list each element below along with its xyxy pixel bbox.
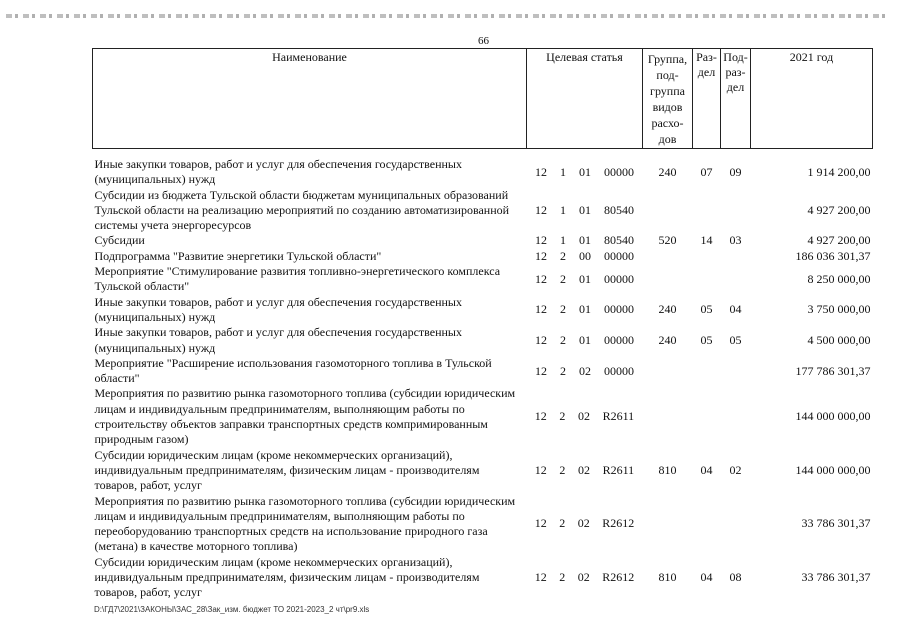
row-section: 05 bbox=[700, 302, 713, 317]
target-article-part: 12 bbox=[535, 202, 547, 217]
table-row bbox=[93, 555, 873, 601]
target-article-part: 12 bbox=[535, 332, 547, 347]
row-amount: 177 786 301,37 bbox=[795, 363, 871, 378]
row-amount: 33 786 301,37 bbox=[801, 570, 871, 585]
row-target-article bbox=[527, 249, 643, 264]
row-name: Субсидии bbox=[94, 233, 145, 248]
row-name: Мероприятия по развитию рынка газомоторного топлива (субсидии юридическим лицам и индивидуальным предпринимателям, выполняющим работы по строительству объектов заправки транспортных средств компримированным природным газом) bbox=[94, 386, 516, 447]
row-expense-group: 810 bbox=[658, 462, 677, 477]
target-article-part: 80540 bbox=[604, 202, 634, 217]
row-section: 04 bbox=[700, 570, 713, 585]
table-row bbox=[93, 386, 873, 447]
row-expense-group: 810 bbox=[658, 570, 677, 585]
row-name: Субсидии юридическим лицам (кроме некоммерческих организаций), индивидуальным предпринимателям, физическим лицам - производителям товаров, работ, услуг bbox=[94, 447, 480, 493]
target-article-part: 01 bbox=[579, 164, 591, 179]
table-header-row bbox=[93, 49, 873, 149]
table-row bbox=[93, 188, 873, 234]
table-row bbox=[93, 157, 873, 188]
row-expense-group bbox=[643, 386, 693, 447]
target-article-part: 12 bbox=[535, 302, 547, 317]
target-article-part: 2 bbox=[560, 248, 566, 263]
row-target-article bbox=[527, 157, 643, 188]
row-subsection: 09 bbox=[729, 164, 742, 179]
row-section bbox=[693, 356, 721, 387]
row-name: Субсидии из бюджета Тульской области бюджетам муниципальных образований Тульской области на реализацию мероприятий по созданию автоматизированной системы учета энергоресурсов bbox=[94, 187, 510, 233]
target-article-part: 00000 bbox=[604, 271, 634, 286]
target-article-part: 12 bbox=[534, 570, 547, 585]
row-expense-group bbox=[643, 356, 693, 387]
target-article-part: 1 bbox=[560, 233, 566, 248]
row-subsection: 02 bbox=[729, 462, 742, 477]
target-article-part: 01 bbox=[579, 202, 591, 217]
row-target-article bbox=[527, 555, 643, 601]
header-group-line: под- bbox=[656, 68, 679, 82]
row-name: Мероприятие "Стимулирование развития топливно-энергетического комплекса Тульской области" bbox=[94, 264, 501, 294]
target-article-part: 12 bbox=[535, 164, 547, 179]
row-target-article bbox=[527, 448, 643, 494]
header-subsection bbox=[721, 49, 751, 149]
row-name: Иные закупки товаров, работ и услуг для обеспечения государственных (муниципальных) нужд bbox=[94, 325, 462, 355]
row-name: Мероприятие "Расширение использования газомоторного топлива в Тульской области" bbox=[94, 355, 492, 386]
row-target-article bbox=[527, 264, 643, 295]
row-amount: 1 914 200,00 bbox=[807, 164, 871, 179]
header-target-article: Целевая статья bbox=[527, 49, 643, 149]
target-article-part: 12 bbox=[535, 248, 547, 263]
row-target-article bbox=[527, 188, 643, 234]
row-target-article bbox=[527, 386, 643, 447]
target-article-part: 02 bbox=[579, 363, 591, 378]
target-article-part: 12 bbox=[534, 516, 547, 531]
budget-table bbox=[92, 48, 873, 601]
header-section-line: дел bbox=[697, 65, 716, 79]
target-article-part: R2612 bbox=[602, 570, 635, 585]
target-article-part: 80540 bbox=[604, 233, 634, 248]
row-subsection: 05 bbox=[729, 332, 742, 347]
row-expense-group bbox=[643, 264, 693, 295]
row-target-article bbox=[527, 233, 643, 248]
row-section: 04 bbox=[700, 462, 713, 477]
row-expense-group: 520 bbox=[658, 233, 677, 248]
row-amount: 144 000 000,00 bbox=[795, 409, 871, 424]
target-article-part: 02 bbox=[577, 570, 590, 585]
target-article-part: 02 bbox=[578, 409, 591, 424]
row-amount: 186 036 301,37 bbox=[795, 248, 871, 263]
header-subsection-line: Под- bbox=[723, 50, 748, 64]
row-amount: 8 250 000,00 bbox=[807, 271, 871, 286]
row-section bbox=[693, 386, 721, 447]
target-article-part: 12 bbox=[535, 233, 547, 248]
table-row bbox=[93, 233, 873, 248]
row-target-article bbox=[527, 325, 643, 356]
row-subsection bbox=[721, 188, 751, 234]
target-article-part: 2 bbox=[560, 302, 566, 317]
target-article-part: 00 bbox=[579, 248, 591, 263]
header-section-line: Раз- bbox=[696, 50, 717, 64]
row-subsection: 04 bbox=[729, 302, 742, 317]
target-article-part: 12 bbox=[534, 462, 547, 477]
row-expense-group: 240 bbox=[658, 164, 677, 179]
row-amount: 144 000 000,00 bbox=[795, 462, 871, 477]
target-article-part: 2 bbox=[559, 462, 566, 477]
target-article-part: R2611 bbox=[602, 409, 635, 424]
target-article-part: 02 bbox=[578, 462, 591, 477]
row-amount: 4 927 200,00 bbox=[807, 233, 871, 248]
table-body bbox=[93, 149, 873, 601]
target-article-part: 00000 bbox=[604, 332, 634, 347]
row-amount: 33 786 301,37 bbox=[801, 516, 871, 531]
table-row bbox=[93, 249, 873, 264]
row-amount: 4 927 200,00 bbox=[807, 202, 871, 217]
page-number: 66 bbox=[478, 35, 489, 47]
header-subsection-line: раз- bbox=[725, 65, 746, 79]
row-section: 05 bbox=[700, 332, 713, 347]
target-article-part: 02 bbox=[577, 516, 590, 531]
row-subsection bbox=[721, 356, 751, 387]
scan-header-artifact bbox=[6, 14, 886, 18]
row-expense-group: 240 bbox=[658, 332, 677, 347]
target-article-part: R2611 bbox=[602, 462, 635, 477]
row-amount: 4 500 000,00 bbox=[807, 332, 871, 347]
header-name: Наименование bbox=[93, 49, 527, 149]
table-row bbox=[93, 356, 873, 387]
row-subsection: 03 bbox=[729, 233, 742, 248]
row-expense-group bbox=[643, 494, 693, 555]
header-subsection-line: дел bbox=[726, 80, 745, 94]
row-expense-group bbox=[643, 188, 693, 234]
target-article-part: 01 bbox=[579, 302, 591, 317]
row-section bbox=[693, 494, 721, 555]
target-article-part: 00000 bbox=[604, 302, 634, 317]
row-section: 07 bbox=[700, 164, 713, 179]
row-name: Субсидии юридическим лицам (кроме некоммерческих организаций), индивидуальным предпринимателям, физическим лицам - производителям товаров, работ, услуг bbox=[94, 554, 480, 600]
row-subsection bbox=[721, 249, 751, 264]
header-group-line: группа bbox=[650, 84, 685, 98]
header-year: 2021 год bbox=[751, 49, 873, 149]
file-path-footer: D:\ГД7\2021\ЗАКОНЫ\ЗАС_28\Зак_изм. бюджет ТО 2021-2023_2 чт\pr9.xls bbox=[94, 605, 370, 614]
table-row bbox=[93, 295, 873, 326]
target-article-part: 01 bbox=[579, 332, 591, 347]
header-group-line: расхо- bbox=[651, 116, 684, 130]
header-section bbox=[693, 49, 721, 149]
row-expense-group: 240 bbox=[658, 302, 677, 317]
target-article-part: 12 bbox=[535, 271, 547, 286]
target-article-part: 1 bbox=[560, 202, 566, 217]
row-target-article bbox=[527, 494, 643, 555]
target-article-part: 12 bbox=[535, 363, 547, 378]
row-name: Иные закупки товаров, работ и услуг для обеспечения государственных (муниципальных) нужд bbox=[94, 294, 462, 324]
target-article-part: 2 bbox=[560, 332, 566, 347]
spacer-row bbox=[93, 149, 873, 158]
target-article-part: 2 bbox=[560, 271, 566, 286]
target-article-part: 2 bbox=[559, 570, 566, 585]
row-name: Мероприятия по развитию рынка газомоторного топлива (субсидии юридическим лицам и индивидуальным предпринимателям, выполняющим работы по переоборудованию транспортных средств на использование природного газа (метана) в качестве моторного топлива) bbox=[94, 493, 516, 554]
table-row bbox=[93, 264, 873, 295]
row-subsection bbox=[721, 386, 751, 447]
row-name: Подпрограмма "Развитие энергетики Тульской области" bbox=[94, 248, 382, 263]
row-section bbox=[693, 249, 721, 264]
row-subsection: 08 bbox=[729, 570, 742, 585]
table-row bbox=[93, 325, 873, 356]
target-article-part: 00000 bbox=[604, 363, 634, 378]
row-expense-group bbox=[643, 249, 693, 264]
target-article-part: 01 bbox=[579, 271, 591, 286]
target-article-part: 2 bbox=[559, 409, 566, 424]
target-article-part: R2612 bbox=[602, 516, 635, 531]
header-group-line: Группа, bbox=[647, 52, 688, 66]
header-group-line: видов bbox=[652, 100, 683, 114]
target-article-part: 2 bbox=[560, 363, 566, 378]
target-article-part: 01 bbox=[579, 233, 591, 248]
target-article-part: 1 bbox=[560, 164, 566, 179]
row-target-article bbox=[527, 356, 643, 387]
table-row bbox=[93, 494, 873, 555]
row-section bbox=[693, 264, 721, 295]
row-subsection bbox=[721, 264, 751, 295]
header-expense-group bbox=[643, 49, 693, 149]
row-section: 14 bbox=[700, 233, 713, 248]
header-group-line: дов bbox=[658, 132, 677, 146]
target-article-part: 2 bbox=[559, 516, 566, 531]
row-subsection bbox=[721, 494, 751, 555]
table-row bbox=[93, 448, 873, 494]
target-article-part: 00000 bbox=[604, 164, 634, 179]
row-section bbox=[693, 188, 721, 234]
row-name: Иные закупки товаров, работ и услуг для обеспечения государственных (муниципальных) нужд bbox=[94, 157, 462, 187]
target-article-part: 12 bbox=[534, 409, 547, 424]
target-article-part: 00000 bbox=[604, 248, 634, 263]
row-amount: 3 750 000,00 bbox=[807, 302, 871, 317]
row-target-article bbox=[527, 295, 643, 326]
